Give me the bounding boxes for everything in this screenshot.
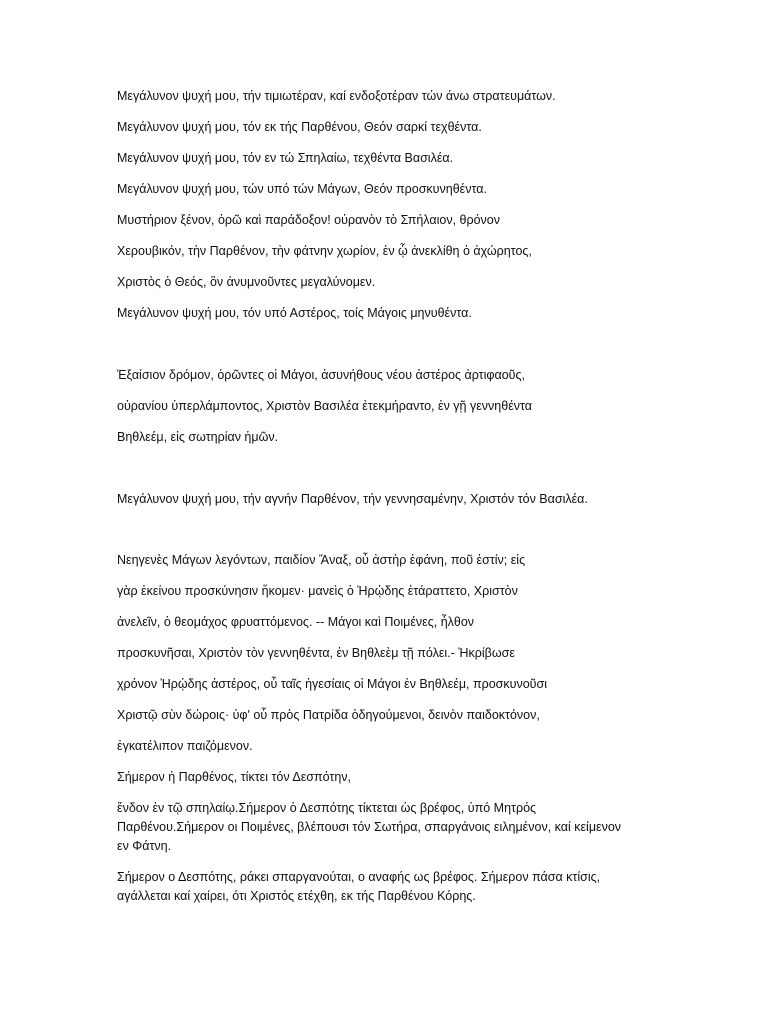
text-line: Βηθλεέμ, εἰς σωτηρίαν ἡμῶν.	[117, 430, 279, 444]
text-line: ἀνελεῖν, ὁ θεομάχος φρυαττόμενος. -- Μάγοι καὶ Ποιμένες, ἦλθον	[117, 615, 475, 629]
text-line: Μυστήριον ξένον, ὁρῶ καὶ παράδοξον! οὐρανὸν τὸ Σπήλαιον, θρόνον	[117, 213, 500, 227]
text-line: Μεγάλυνον ψυχή μου, τήν τιμιωτέραν, καί ενδοξοτέραν τών άνω στρατευμάτων.	[117, 89, 556, 103]
text-line: Μεγάλυνον ψυχή μου, τήν αγνήν Παρθένον, τήν γεννησαμένην, Χριστόν τόν Βασιλέα.	[117, 492, 588, 506]
text-line: Νεηγενὲς Μάγων λεγόντων, παιδίον Ἄναξ, οὗ ἀστὴρ ἐφάνη, ποῦ ἐστίν; εἰς	[117, 553, 526, 567]
text-line: Παρθένου.Σήμερον οι Ποιμένες, βλέπουσι τόν Σωτήρα, σπαργάνοις ειλημένον, καί κείμενον	[117, 820, 622, 834]
text-line: εν Φάτνη.	[117, 839, 172, 853]
text-line: ἔνδον ἐν τῷ σπηλαίῳ.Σήμερον ὁ Δεσπότης τίκτεται ὡς βρέφος, ὑπό Μητρός	[117, 801, 537, 815]
text-line: Ἐξαίσιον δρόμον, ὁρῶντες οἱ Μάγοι, ἀσυνήθους νέου ἀστέρος ἀρτιφαοῦς,	[117, 368, 526, 382]
text-line: Μεγάλυνον ψυχή μου, τόν εκ τής Παρθένου, Θεόν σαρκί τεχθέντα.	[117, 120, 482, 134]
text-line: γὰρ ἐκείνου προσκύνησιν ἥκομεν· μανεὶς ὁ Ἡρῴδης ἐτάραττετο, Χριστὸν	[117, 584, 518, 598]
text-line: ἐγκατέλιπον παιζόμενον.	[117, 739, 253, 753]
text-line: Μεγάλυνον ψυχή μου, τών υπό τών Μάγων, Θεόν προσκυνηθέντα.	[117, 182, 487, 196]
text-line: οὐρανίου ὑπερλάμποντος, Χριστὸν Βασιλέα ἐτεκμήραντο, ἐν γῇ γεννηθέντα	[117, 399, 533, 413]
text-line: Μεγάλυνον ψυχή μου, τόν υπό Αστέρος, τοίς Μάγοις μηνυθέντα.	[117, 306, 472, 320]
text-line: Μεγάλυνον ψυχή μου, τόν εν τώ Σπηλαίω, τεχθέντα Βασιλέα.	[117, 151, 454, 165]
text-line: Χριστὸς ὁ Θεός, ὃν ἀνυμνοῦντες μεγαλύνομεν.	[117, 275, 376, 289]
text-line: Χριστῷ σὺν δώροις· ὑφ' οὗ πρὸς Πατρίδα ὁδηγούμενοι, δεινὸν παιδοκτόνον,	[117, 708, 540, 722]
text-line: χρόνον Ἡρῴδης ἀστέρος, οὗ ταῖς ἡγεσίαις οἱ Μάγοι ἐν Βηθλεέμ, προσκυνοῦσι	[117, 677, 547, 691]
text-line: αγάλλεται καί χαίρει, ότι Χριστός ετέχθη, εκ τής Παρθένου Κόρης.	[117, 889, 476, 903]
text-line: Σήμερον ἡ Παρθένος, τίκτει τόν Δεσπότην,	[117, 770, 352, 784]
text-line: Σήμερον ο Δεσπότης, ράκει σπαργανούται, ο αναφής ως βρέφος. Σήμερον πάσα κτίσις,	[117, 870, 601, 884]
text-line: προσκυνῆσαι, Χριστὸν τὸν γεννηθέντα, ἐν Βηθλεὲμ τῇ πόλει.- Ἠκρίβωσε	[117, 646, 515, 660]
text-line: Χερουβικόν, τὴν Παρθένον, τὴν φάτνην χωρίον, ἐν ᾧ ἀνεκλίθη ὁ ἀχώρητος,	[117, 244, 532, 258]
